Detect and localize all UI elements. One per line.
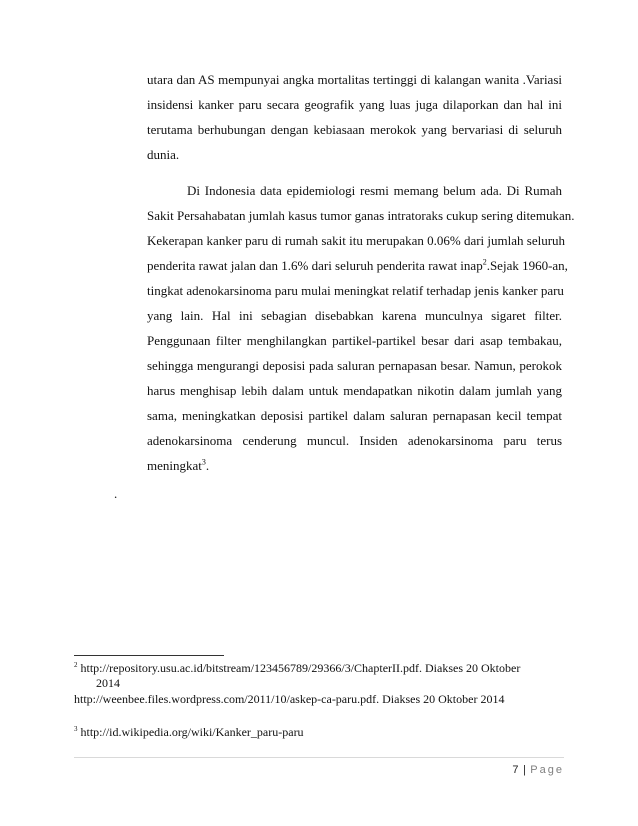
text-line: Sakit Persahabatan jumlah kasus tumor ganas intratoraks cukup sering ditemukan. xyxy=(147,208,575,223)
text-line: utara dan AS mempunyai angka mortalitas tertinggi di kalangan wanita .Variasi xyxy=(147,72,562,87)
text-line: sama, meningkatkan deposisi partikel dalam saluran pernapasan kecil tempat xyxy=(147,408,562,423)
page-number: 7 xyxy=(512,764,519,776)
stray-dot: . xyxy=(114,486,118,501)
text-line: insidensi kanker paru secara geografik yang luas juga dilaporkan dan hal ini xyxy=(147,97,562,112)
footnote-mark: 2 xyxy=(74,661,78,669)
text-line: sehingga mengurangi deposisi pada saluran pernapasan besar. Namun, perokok xyxy=(147,358,562,373)
page-label: Page xyxy=(530,764,564,776)
footnote-link[interactable]: http://weenbee.files.wordpress.com/2011/10/askep-ca-paru.pdf. Diakses 20 Oktober 2014 xyxy=(74,692,505,706)
page-footer xyxy=(512,764,564,776)
text-line: tingkat adenokarsinoma paru mulai meningkat relatif terhadap jenis kanker paru xyxy=(147,283,564,298)
footnote-link[interactable]: http://id.wikipedia.org/wiki/Kanker_paru-paru xyxy=(80,725,304,739)
footnote-3 xyxy=(74,725,304,740)
text-line: yang lain. Hal ini sebagian disebabkan karena munculnya sigaret filter. xyxy=(147,308,562,323)
text-line: dunia. xyxy=(147,147,180,162)
text-line: harus menghisap lebih dalam untuk mendapatkan nikotin dalam jumlah yang xyxy=(147,383,562,398)
footnote-ref[interactable]: 2 xyxy=(482,257,487,267)
footnote-ref[interactable]: 3 xyxy=(201,457,206,467)
text-line: Penggunaan filter menghilangkan partikel-partikel besar dari asap tembakau, xyxy=(147,333,562,348)
footnote-separator xyxy=(74,655,224,656)
footnote-2-continued: 2014 xyxy=(96,676,120,690)
text-segment: . xyxy=(205,458,210,473)
text-segment: meningkat xyxy=(147,458,202,473)
footer-separator: | xyxy=(522,764,527,776)
footnote-2 xyxy=(74,661,520,676)
text-line: terutama berhubungan dengan kebiasaan merokok yang bervariasi di seluruh xyxy=(147,122,562,137)
text-segment: .Sejak 1960-an, xyxy=(486,258,568,273)
text-segment: penderita rawat jalan dan 1.6% dari seluruh penderita rawat inap xyxy=(147,258,483,273)
text-line: Di Indonesia data epidemiologi resmi memang belum ada. Di Rumah xyxy=(187,183,562,198)
text-line xyxy=(147,257,568,274)
footer-divider xyxy=(74,757,564,758)
text-line xyxy=(147,458,562,474)
text-line: adenokarsinoma cenderung muncul. Insiden adenokarsinoma paru terus xyxy=(147,433,562,448)
footnote-link[interactable]: http://repository.usu.ac.id/bitstream/123456789/29366/3/ChapterII.pdf. Diakses 20 Oktober xyxy=(80,661,521,675)
text-line: Kekerapan kanker paru di rumah sakit itu merupakan 0.06% dari jumlah seluruh xyxy=(147,233,566,248)
footnote-mark: 3 xyxy=(74,725,78,733)
